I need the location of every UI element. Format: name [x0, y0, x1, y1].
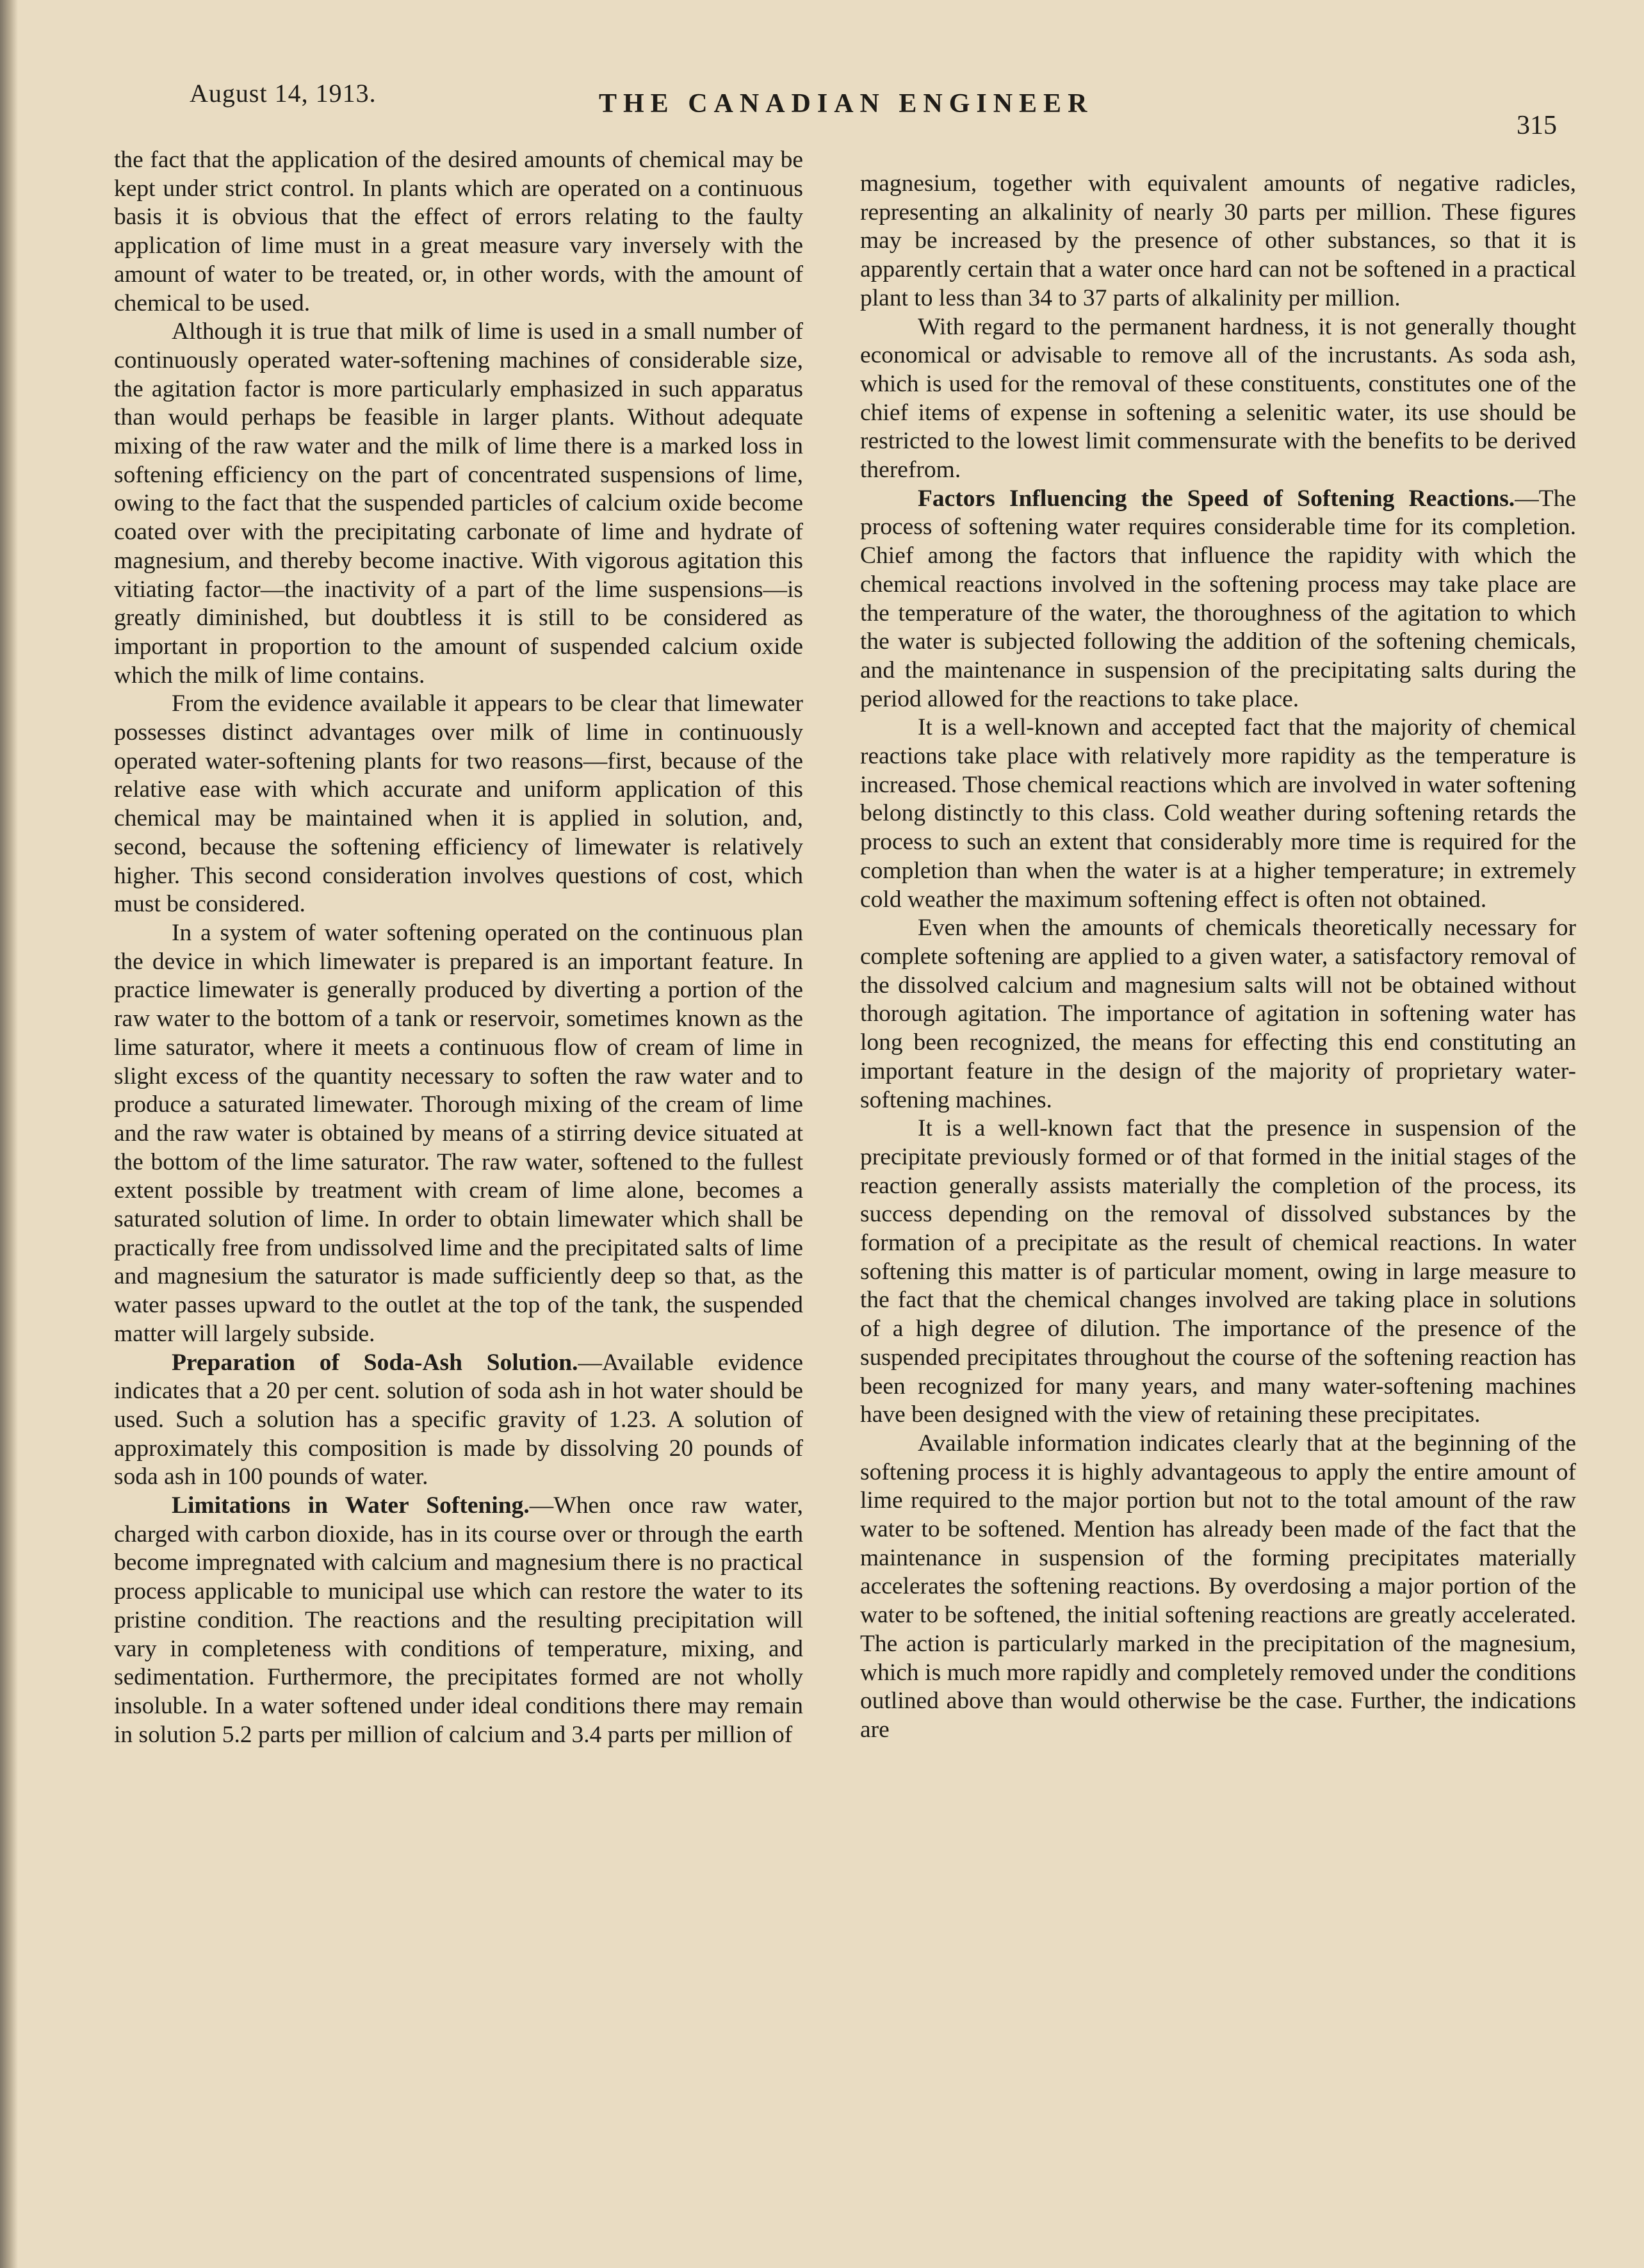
section-paragraph — [114, 1492, 803, 1749]
paragraph: Even when the amounts of chemicals theoretically necessary for complete softening are applied to a given water, a satisfactory removal of the dissolved calcium and magnesium salts will not be obtained without thorough agitation. The importance of agitation in softening water has long been recognized, the means for effecting this end constituting an important feature in the design of the majority of proprietary water-softening machines. — [860, 915, 1576, 1113]
paragraph: Available information indicates clearly that at the beginning of the softening process it is highly advantageous to apply the entire amount of lime required to the major portion but not to the total amount of the raw water to be softened. Mention has already been made of the fact that the maintenance in suspension of the forming precipitates materially accelerates the softening reactions. By overdosing a major portion of the water to be softened, the initial softening reactions are greatly accelerated. The action is particularly marked in the precipitation of the magnesium, which is much more rapidly and completely removed under the conditions outlined above than would otherwise be the case. Further, the indications are — [860, 1430, 1576, 1743]
right-column — [860, 170, 1576, 1745]
page-binding-shadow — [0, 0, 18, 2268]
journal-title: THE CANADIAN ENGINEER — [599, 89, 1094, 118]
left-column — [114, 146, 803, 1749]
paragraph: In a system of water softening operated on the continuous plan the device in which limewater is prepared is an important feature. In practice limewater is generally produced by diverting a portion of the raw water to the bottom of a tank or reservoir, sometimes known as the lime saturator, where it meets a continuous flow of cream of lime in slight excess of the quantity necessary to soften the raw water and to produce a saturated limewater. Thorough mixing of the cream of lime and the raw water is obtained by means of a stirring device situated at the bottom of the lime saturator. The raw water, softened to the fullest extent possible by treatment with cream of lime alone, becomes a saturated solution of lime. In order to obtain limewater which shall be practically free from undissolved lime and the precipitated salts of lime and magnesium the saturator is made sufficiently deep so that, as the water passes upward to the outlet at the top of the tank, the suspended matter will largely subside. — [114, 919, 803, 1347]
paragraph: Although it is true that milk of lime is used in a small number of continuously operated water-softening machines of considerable size, the agitation factor is more particularly emphasized in such apparatus than would perhaps be feasible in larger plants. Without adequate mixing of the raw water and the milk of lime there is a marked loss in softening efficiency on the part of concentrated suspensions of lime, owing to the fact that the suspended particles of calcium oxide become coated over with the precipitating carbonate of lime and hydrate of magnesium, and thereby become inactive. With vigorous agitation this vitiating factor—the inactivity of a part of the lime suspensions—is greatly diminished, but doubtless it is still to be considered as important in proportion to the amount of suspended calcium oxide which the milk of lime contains. — [114, 318, 803, 689]
paragraph: From the evidence available it appears to be clear that limewater possesses distinct advantages over milk of lime in continuously operated water-softening plants for two reasons—first, because of the relative ease with which accurate and uniform application of this chemical may be maintained when it is applied in solution, and, second, because the softening efficiency of limewater is relatively higher. This second consideration involves questions of cost, which must be considered. — [114, 690, 803, 918]
paragraph: the fact that the application of the desired amounts of chemical may be kept under strict control. In plants which are operated on a continuous basis it is obvious that the effect of errors relating to the faulty application of lime must in a great measure vary inversely with the amount of water to be treated, or, in other words, with the amount of chemical to be used. — [114, 147, 803, 316]
section-body: —When once raw water, charged with carbon dioxide, has in its course over or through the earth become impregnated with calcium and magnesium there is no practical process applicable to municipal use which can restore the water to its pristine condition. The reactions and the resulting precipitation will vary in completeness with conditions of temperature, mixing, and sedimentation. Furthermore, the precipitates formed are not wholly insoluble. In a water softened under ideal conditions there may remain in solution 5.2 parts per million of calcium and 3.4 parts per million of — [114, 1492, 803, 1748]
paragraph: magnesium, together with equivalent amounts of negative radicles, representing an alkalinity of nearly 30 parts per million. These figures may be increased by the presence of other substances, so that it is apparently certain that a water once hard can not be softened in a practical plant to less than 34 to 37 parts of alkalinity per million. — [860, 170, 1576, 311]
section-heading: Limitations in Water Softening. — [172, 1492, 530, 1519]
issue-date: August 14, 1913. — [190, 79, 377, 108]
paragraph: It is a well-known fact that the presence in suspension of the precipitate previously formed or of that formed in the initial stages of the reaction generally assists materially the completion of the process, its success depending on the removal of dissolved substances by the formation of a precipitate as the result of chemical reactions. In water softening this matter is of particular moment, owing in large measure to the fact that the chemical changes involved are taking place in solutions of a high degree of dilution. The importance of the presence of the suspended precipitates throughout the course of the softening reaction has been recognized for many years, and many water-softening machines have been designed with the view of retaining these precipitates. — [860, 1115, 1576, 1428]
section-heading: Preparation of Soda-Ash Solution. — [172, 1349, 578, 1376]
section-heading: Factors Influencing the Speed of Softening Reactions. — [918, 485, 1515, 512]
paragraph: With regard to the permanent hardness, it is not generally thought economical or advisable to remove all of the incrustants. As soda ash, which is used for the removal of these constituents, constitutes one of the chief items of expense in softening a selenitic water, its use should be restricted to the lowest limit commensurate with the benefits to be derived therefrom. — [860, 313, 1576, 484]
section-body: —The process of softening water requires considerable time for its completion. Chief among the factors that influence the rapidity with which the chemical reactions involved in the softening process may take place are the temperature of the water, the thoroughness of the agitation to which the water is subjected following the addition of the softening chemicals, and the maintenance in suspension of the precipitating salts during the period allowed for the reactions to take place. — [860, 485, 1576, 712]
paragraph: It is a well-known and accepted fact that the majority of chemical reactions take place with relatively more rapidity as the temperature is increased. Those chemical reactions which are involved in water softening belong distinctly to this class. Cold weather during softening retards the process to such an extent that considerably more time is required for the completion than when the water is at a higher temperature; in extremely cold weather the maximum softening effect is often not obtained. — [860, 714, 1576, 913]
page-number: 315 — [1517, 111, 1557, 140]
section-body: —Available evidence indicates that a 20 per cent. solution of soda ash in hot water should be used. Such a solution has a specific gravity of 1.23. A solution of approximately this composition is made by dissolving 20 pounds of soda ash in 100 pounds of water. — [114, 1349, 803, 1490]
section-paragraph — [860, 485, 1576, 714]
section-paragraph — [114, 1349, 803, 1492]
